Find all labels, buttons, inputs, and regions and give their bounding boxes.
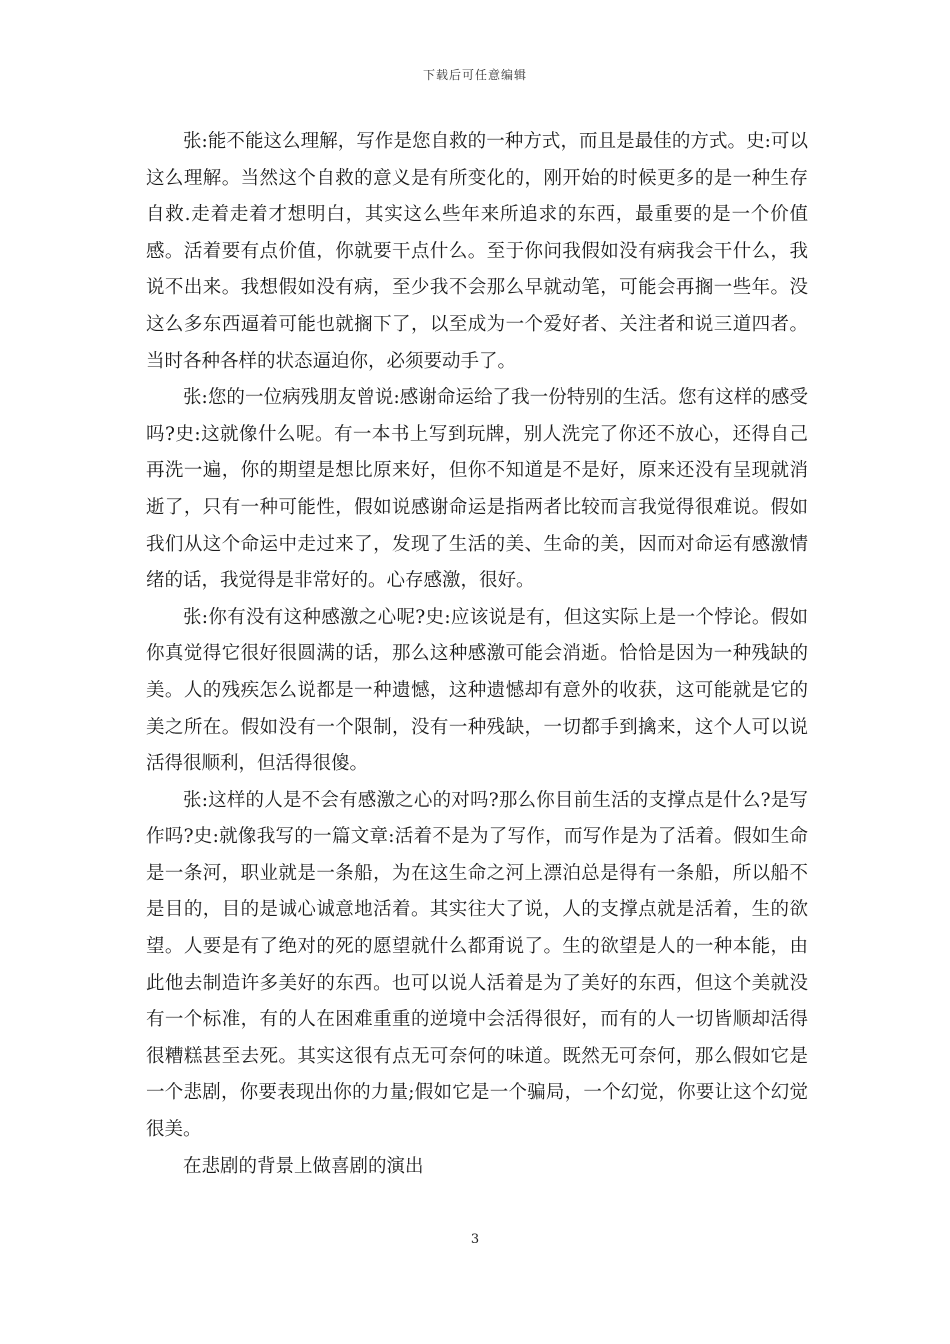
page-number: 3 (470, 1232, 480, 1247)
page-header-note: 下载后可任意编辑 (422, 68, 527, 82)
paragraph-2: 张:您的一位病残朋友曾说:感谢命运给了我一份特别的生活。您有这样的感受吗?史:这就像什么呢。有一本书上写到玩牌，别人洗完了你还不放心，还得自己再洗一遍，你的期望是想比原来好，但你不知道是不是好，原来还没有呈现就消逝了，只有一种可能性，假如说感谢命运是指两者比较而言我觉得很难说。假如我们从这个命运中走过来了，发现了生活的美、生命的美，因而对命运有感激情绪的话，我觉得是非常好的。心存感激，很好。 (146, 387, 808, 592)
paragraph-3: 张:你有没有这种感激之心呢?史:应该说是有，但这实际上是一个悖论。假如你真觉得它很好很圆满的话，那么这种感激可能会消逝。恰恰是因为一种残缺的美。人的残疾怎么说都是一种遗憾，这种遗憾却有意外的收获，这可能就是它的美之所在。假如没有一个限制，没有一种残缺，一切都手到擒来，这个人可以说活得很顺利，但活得很傻。 (146, 606, 808, 775)
section-heading: 在悲剧的背景上做喜剧的演出 (183, 1155, 424, 1177)
paragraph-4: 张:这样的人是不会有感激之心的对吗?那么你目前生活的支撑点是什么?是写作吗?史:就像我写的一篇文章:活着不是为了写作，而写作是为了活着。假如生命是一条河，职业就是一条船，为在这生命之河上漂泊总是得有一条船，所以船不是目的，目的是诚心诚意地活着。其实往大了说，人的支撑点就是活着，生的欲望。人要是有了绝对的死的愿望就什么都甭说了。生的欲望是人的一种本能，由此他去制造许多美好的东西。也可以说人活着是为了美好的东西，但这个美就没有一个标准，有的人在困难重重的逆境中会活得很好，而有的人一切皆顺却活得很糟糕甚至去死。其实这很有点无可奈何的味道。既然无可奈何，那么假如它是一个悲剧，你要表现出你的力量;假如它是一个骗局，一个幻觉，你要让这个幻觉很美。 (146, 789, 808, 1141)
document-body (146, 124, 808, 1185)
paragraph-1: 张:能不能这么理解，写作是您自救的一种方式，而且是最佳的方式。史:可以这么理解。当然这个自救的意义是有所变化的，刚开始的时候更多的是一种生存自救.走着走着才想明白，其实这么些年来所追求的东西，最重要的是一个价值感。活着要有点价值，你就要干点什么。至于你问我假如没有病我会干什么，我说不出来。我想假如没有病，至少我不会那么早就动笔，可能会再搁一些年。没这么多东西逼着可能也就搁下了，以至成为一个爱好者、关注者和说三道四者。当时各种各样的状态逼迫你，必须要动手了。 (146, 131, 808, 372)
